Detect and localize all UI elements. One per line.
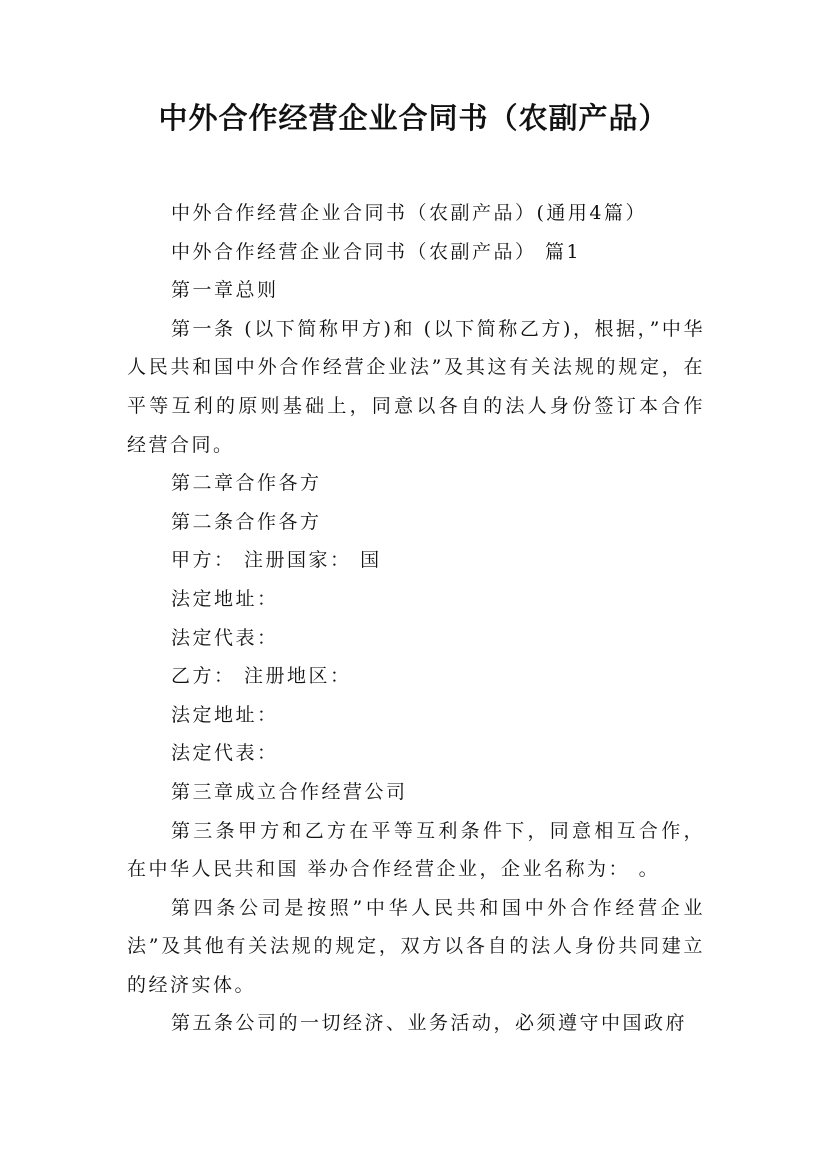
- article-paragraph: 第二条合作各方: [171, 510, 322, 533]
- party-line: 甲方： 注册国家： 国: [171, 549, 382, 572]
- party-line: 法定代表：: [171, 626, 279, 649]
- party-line: 乙方： 注册地区：: [171, 665, 352, 688]
- chapter-heading: 第二章合作各方: [171, 472, 322, 495]
- party-line: 法定地址：: [171, 703, 279, 726]
- document-body: [127, 194, 705, 1043]
- document-title: 中外合作经营企业合同书（农副产品）: [158, 101, 669, 135]
- article-paragraph: 第三条甲方和乙方在平等互利条件下，同意相互合作，在中华人民共和国 举办合作经营企业，企业名称为： 。: [127, 819, 705, 881]
- chapter-heading: 第一章总则: [171, 279, 279, 302]
- section-heading: 中外合作经营企业合同书（农副产品） 篇1: [171, 240, 582, 263]
- article-paragraph: 第四条公司是按照”中华人民共和国中外合作经营企业法”及其他有关法规的规定，双方以各自的法人身份共同建立的经济实体。: [127, 896, 705, 996]
- subtitle-paragraph: 中外合作经营企业合同书（农副产品）(通用4篇）: [171, 202, 648, 224]
- party-line: 法定代表：: [171, 742, 279, 765]
- article-paragraph: 第五条公司的一切经济、业务活动，必须遵守中国政府: [171, 1012, 688, 1035]
- article-paragraph: 第一条 (以下简称甲方)和 (以下简称乙方)，根据，”中华人民共和国中外合作经营企业法”及其这有关法规的规定，在平等互利的原则基础上，同意以各自的法人身份签订本合作经营合同。: [127, 317, 705, 456]
- party-line: 法定地址：: [171, 587, 279, 610]
- chapter-heading: 第三章成立合作经营公司: [171, 780, 408, 803]
